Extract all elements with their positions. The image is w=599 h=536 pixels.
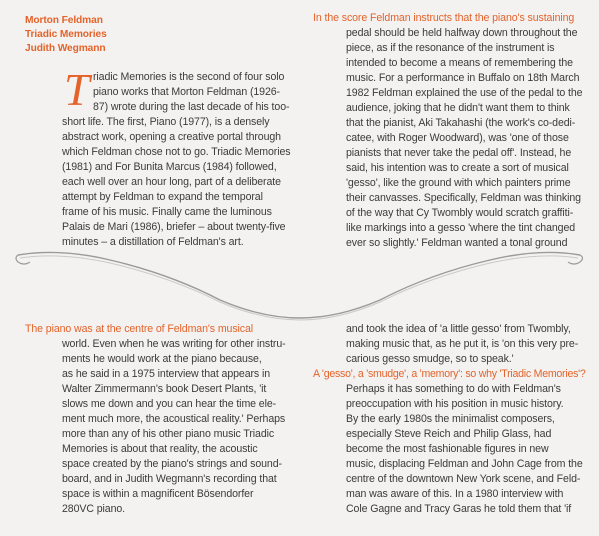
right-top-line: like markings into a gesso 'where the tint changed bbox=[346, 222, 576, 234]
section-heading-sustaining: In the score Feldman instructs that the piano's sustaining bbox=[313, 12, 575, 24]
left-bottom-line: ment much more, the acoustical reality.' Perhaps bbox=[62, 413, 286, 425]
composer-name: Morton Feldman bbox=[25, 15, 103, 26]
right-bottom-line: Perhaps it has something to do with Feldman's bbox=[346, 383, 561, 395]
right-bottom-line: preoccupation with his position in music history. bbox=[346, 398, 564, 410]
right-top-line: said, his intention was to create a sort of musical bbox=[346, 162, 569, 174]
right-bottom-line: music, displacing Feldman and John Cage from the bbox=[346, 458, 583, 470]
intro-line: minutes – a distillation of Feldman's art. bbox=[62, 236, 244, 248]
performer-name: Judith Wegmann bbox=[25, 43, 106, 54]
intro-paragraph bbox=[62, 70, 290, 250]
right-bottom-line: man was aware of this. In a 1980 interview with bbox=[346, 488, 564, 500]
intro-line: piano works that Morton Feldman (1926- bbox=[93, 86, 280, 98]
intro-line: 87) wrote during the last decade of his too- bbox=[93, 101, 290, 113]
left-bottom-line: Walter Zimmermann's book Desert Plants, 'it bbox=[62, 383, 267, 395]
intro-line: attempt by Feldman to expand the temporal bbox=[62, 191, 263, 203]
intro-line: frame of his music. Finally came the luminous bbox=[62, 206, 272, 218]
intro-line: riadic Memories is the second of four solo bbox=[93, 71, 285, 83]
section-heading-gesso: A 'gesso', a 'smudge', a 'memory': so why 'Triadic Memories'? bbox=[313, 368, 586, 380]
left-bottom-line: board, and in Judith Wegmann's recording that bbox=[62, 473, 277, 485]
right-bottom-line: especially Steve Reich and Philip Glass, had bbox=[346, 428, 552, 440]
left-bottom-line: space created by the piano's strings and sound- bbox=[62, 458, 282, 470]
right-top-line: pianists that never take the pedal off'. Instead, he bbox=[346, 147, 572, 159]
work-title: Triadic Memories bbox=[25, 29, 107, 40]
right-bottom-paragraph-a bbox=[346, 322, 578, 367]
right-bottom-paragraph-b bbox=[346, 382, 583, 517]
intro-line: abstract work, opening a creative portal through bbox=[62, 131, 281, 143]
right-top-line: their canvasses. Specifically, Feldman was thinking bbox=[346, 192, 581, 204]
right-top-line: intended to become a means of remembering the bbox=[346, 57, 573, 69]
intro-line: (1981) and For Bunita Marcus (1984) followed, bbox=[62, 161, 277, 173]
right-bottom-line: centre of the downtown New York scene, and Feld- bbox=[346, 473, 581, 485]
left-bottom-line: Memories is about that reality, the acoustic bbox=[62, 443, 258, 455]
right-top-line: 1982 Feldman explained the use of the pedal to the bbox=[346, 87, 583, 99]
intro-line: each well over an hour long, part of a deliberate bbox=[62, 176, 281, 188]
right-top-line: that the pianist, Aki Takahashi (the work's co-dedi- bbox=[346, 117, 576, 129]
intro-line: which Feldman chose not to go. Triadic Memories bbox=[62, 146, 291, 158]
right-top-line: ever so slightly.' Feldman wanted a tonal ground bbox=[346, 237, 568, 249]
right-top-line: of the way that Cy Twombly would scratch graffiti- bbox=[346, 207, 574, 219]
left-bottom-line: ments he would work at the piano because, bbox=[62, 353, 262, 365]
right-bottom-line: and took the idea of 'a little gesso' from Twombly, bbox=[346, 323, 571, 335]
right-top-line: audience, joking that he didn't want them to think bbox=[346, 102, 570, 114]
section-heading-piano-centre: The piano was at the centre of Feldman's musical bbox=[25, 323, 254, 335]
right-bottom-line: making music that, as he put it, is 'on this very pre- bbox=[346, 338, 579, 350]
right-top-line: music. For a performance in Buffalo on 18th March bbox=[346, 72, 580, 84]
left-bottom-line: more than any of his other piano music Triadic bbox=[62, 428, 275, 440]
intro-line: short life. The first, Piano (1977), is a densely bbox=[62, 116, 270, 128]
right-bottom-line: By the early 1980s the minimalist composers, bbox=[346, 413, 555, 425]
right-top-line: piece, as if the resonance of the instrument is bbox=[346, 42, 555, 54]
left-bottom-line: space is within a magnificent Bösendorfer bbox=[62, 488, 254, 500]
right-bottom-line: carious gesso smudge, so to speak.' bbox=[346, 353, 514, 365]
intro-line: Palais de Mari (1986), briefer – about twenty-five bbox=[62, 221, 286, 233]
drop-cap: T bbox=[64, 64, 90, 115]
right-top-line: pedal should be held halfway down throughout the bbox=[346, 27, 578, 39]
left-bottom-line: as he said in a 1975 interview that appears in bbox=[62, 368, 270, 380]
left-bottom-line: 280VC piano. bbox=[62, 503, 125, 515]
left-bottom-paragraph bbox=[62, 337, 286, 517]
header-block bbox=[25, 14, 107, 56]
right-bottom-line: become the most fashionable figures in new bbox=[346, 443, 549, 455]
right-top-paragraph bbox=[346, 26, 582, 251]
left-bottom-line: slows me down and you can hear the time ele- bbox=[62, 398, 277, 410]
right-bottom-line: Cole Gagne and Tracy Garas he told them that 'if bbox=[346, 503, 572, 515]
right-top-line: 'gesso', like the ground with which painters prime bbox=[346, 177, 571, 189]
left-bottom-line: world. Even when he was writing for other instru- bbox=[62, 338, 286, 350]
right-top-line: catee, with Roger Woodward), was 'one of those bbox=[346, 132, 569, 144]
